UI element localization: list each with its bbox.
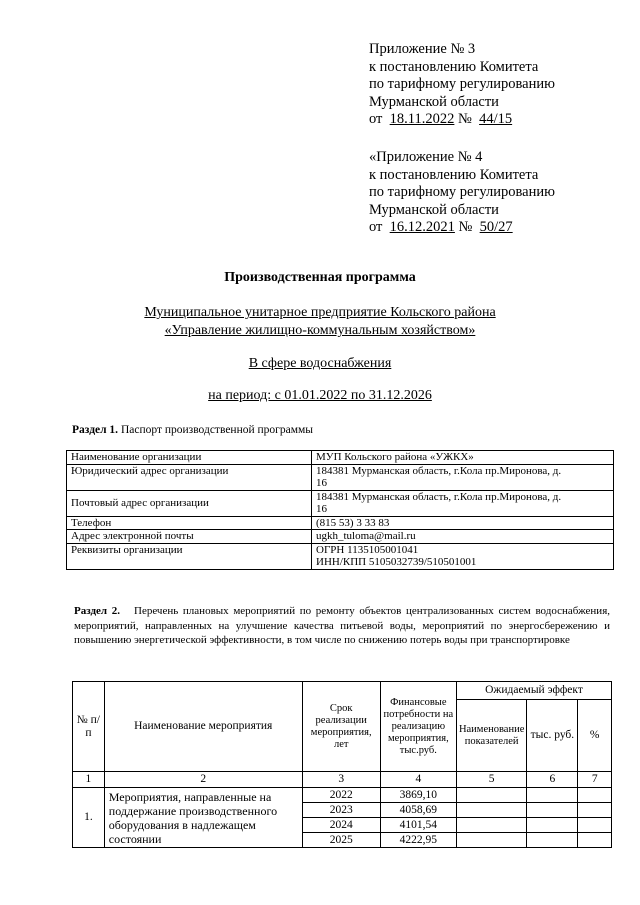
empty-cell <box>527 818 578 833</box>
empty-cell <box>456 788 526 803</box>
item-num: 1. <box>73 788 105 848</box>
passport-value-line: ugkh_tuloma@mail.ru <box>316 530 416 542</box>
passport-value-line: 184381 Мурманская область, г.Кола пр.Миронова, д. <box>316 464 562 477</box>
passport-value <box>312 516 614 530</box>
passport-value <box>312 451 614 465</box>
table-row <box>67 451 614 465</box>
empty-cell <box>578 833 612 848</box>
passport-key: Почтовый адрес организации <box>67 490 312 516</box>
passport-value-line: МУП Кольского района «УЖКХ» <box>316 451 474 463</box>
column-number-row <box>73 772 612 788</box>
annex-3-date-line <box>369 111 555 129</box>
section1-heading <box>72 424 313 436</box>
annex-3-line3: по тарифному регулированию <box>369 76 555 93</box>
header-name: Наименование мероприятия <box>104 682 302 772</box>
col-number: 1 <box>73 772 105 788</box>
annex-4-date: 16.12.2021 <box>389 219 455 236</box>
passport-value-line: ИНН/КПП 5105032739/510501001 <box>316 556 477 568</box>
sphere-text: В сфере водоснабжения <box>248 356 392 371</box>
item-value: 4101,54 <box>380 818 456 833</box>
org-line1-wrap <box>0 305 640 321</box>
empty-cell <box>456 833 526 848</box>
period-wrap <box>0 388 640 404</box>
passport-key: Реквизиты организации <box>67 543 312 569</box>
item-name: Мероприятия, направленные на поддержание производственного оборудования в надлежащем состоянии <box>104 788 302 848</box>
annex-4-line3: по тарифному регулированию <box>369 184 555 201</box>
org-name-line1: Муниципальное унитарное предприятие Кольского района <box>144 305 496 320</box>
passport-key: Наименование организации <box>67 451 312 465</box>
annex-3-line1: Приложение № 3 <box>369 41 476 57</box>
table-row <box>67 530 614 544</box>
col-number: 2 <box>104 772 302 788</box>
empty-cell <box>527 833 578 848</box>
col-number: 5 <box>456 772 526 788</box>
table-row <box>67 516 614 530</box>
table-row <box>67 490 614 516</box>
item-value: 4222,95 <box>380 833 456 848</box>
table-row <box>73 788 612 803</box>
passport-key: Адрес электронной почты <box>67 530 312 544</box>
section1-title: Паспорт производственной программы <box>120 424 314 436</box>
passport-value <box>312 464 614 490</box>
empty-cell <box>578 788 612 803</box>
passport-value <box>312 530 614 544</box>
empty-cell <box>456 818 526 833</box>
annex-3-date: 18.11.2022 <box>389 111 455 128</box>
section2-label: Раздел 2. <box>74 605 120 617</box>
col-number: 3 <box>302 772 380 788</box>
document-title: Производственная программа <box>224 270 416 285</box>
header-term: Срок реализации мероприятия, лет <box>302 682 380 772</box>
header-effect: Ожидаемый эффект <box>456 682 611 700</box>
passport-table <box>66 450 614 570</box>
measures-table <box>72 681 612 848</box>
annex-4-number: 50/27 <box>479 219 513 236</box>
passport-value-line: ОГРН 1135105001041 <box>316 543 419 556</box>
org-name-line2: «Управление жилищно-коммунальным хозяйством» <box>164 323 476 338</box>
period-text: на период: с 01.01.2022 по 31.12.2026 <box>208 388 432 403</box>
header-pct: % <box>578 700 612 772</box>
passport-key: Телефон <box>67 516 312 530</box>
header-finance: Финансовые потребности на реализацию мероприятия, тыс.руб. <box>380 682 456 772</box>
item-year: 2024 <box>302 818 380 833</box>
org-line2-wrap <box>0 323 640 339</box>
section1-label: Раздел 1. <box>72 424 119 436</box>
table-header-row <box>73 682 612 700</box>
item-value: 4058,69 <box>380 803 456 818</box>
col-number: 6 <box>527 772 578 788</box>
passport-value-line: 16 <box>316 503 327 515</box>
passport-value-line: 184381 Мурманская область, г.Кола пр.Миронова, д. <box>316 490 562 503</box>
table-row <box>67 464 614 490</box>
item-year: 2025 <box>302 833 380 848</box>
annex-4-block <box>369 149 555 237</box>
col-number: 7 <box>578 772 612 788</box>
header-indicator: Наименование показателей <box>456 700 526 772</box>
annex-4-line1: «Приложение № 4 <box>369 149 483 165</box>
empty-cell <box>578 803 612 818</box>
passport-key: Юридический адрес организации <box>67 464 312 490</box>
annex-3-num-sign: № <box>458 111 472 128</box>
passport-value-line: 16 <box>316 477 327 489</box>
annex-3-from: от <box>369 111 383 128</box>
empty-cell <box>527 788 578 803</box>
passport-value <box>312 543 614 569</box>
empty-cell <box>578 818 612 833</box>
annex-3-line2: к постановлению Комитета <box>369 58 539 75</box>
annex-4-line4: Мурманской области <box>369 201 499 218</box>
annex-4-num-sign: № <box>458 219 473 236</box>
annex-3-number: 44/15 <box>479 111 513 128</box>
annex-4-line2: к постановлению Комитета <box>369 166 539 183</box>
empty-cell <box>456 803 526 818</box>
item-year: 2023 <box>302 803 380 818</box>
empty-cell <box>527 803 578 818</box>
header-rub: тыс. руб. <box>527 700 578 772</box>
sphere-wrap <box>0 356 640 372</box>
item-value: 3869,10 <box>380 788 456 803</box>
annex-3-block <box>369 41 555 129</box>
col-number: 4 <box>380 772 456 788</box>
header-num: № п/п <box>73 682 105 772</box>
annex-4-date-line <box>369 219 555 237</box>
item-year: 2022 <box>302 788 380 803</box>
section2-paragraph <box>74 604 610 648</box>
table-row <box>67 543 614 569</box>
section2-text: Перечень плановых мероприятий по ремонту объектов централизованных систем водоснабжения, мероприятий, направленных на улучшение качества питьевой воды, мероприятий по энергосбережению и повышению энергетической эффективности, в том числе по снижению потерь воды при транспортировке <box>74 605 611 646</box>
passport-value-line: (815 53) 3 33 83 <box>316 516 390 529</box>
annex-3-line4: Мурманской области <box>369 93 499 110</box>
annex-4-from: от <box>369 219 383 236</box>
passport-value <box>312 490 614 516</box>
